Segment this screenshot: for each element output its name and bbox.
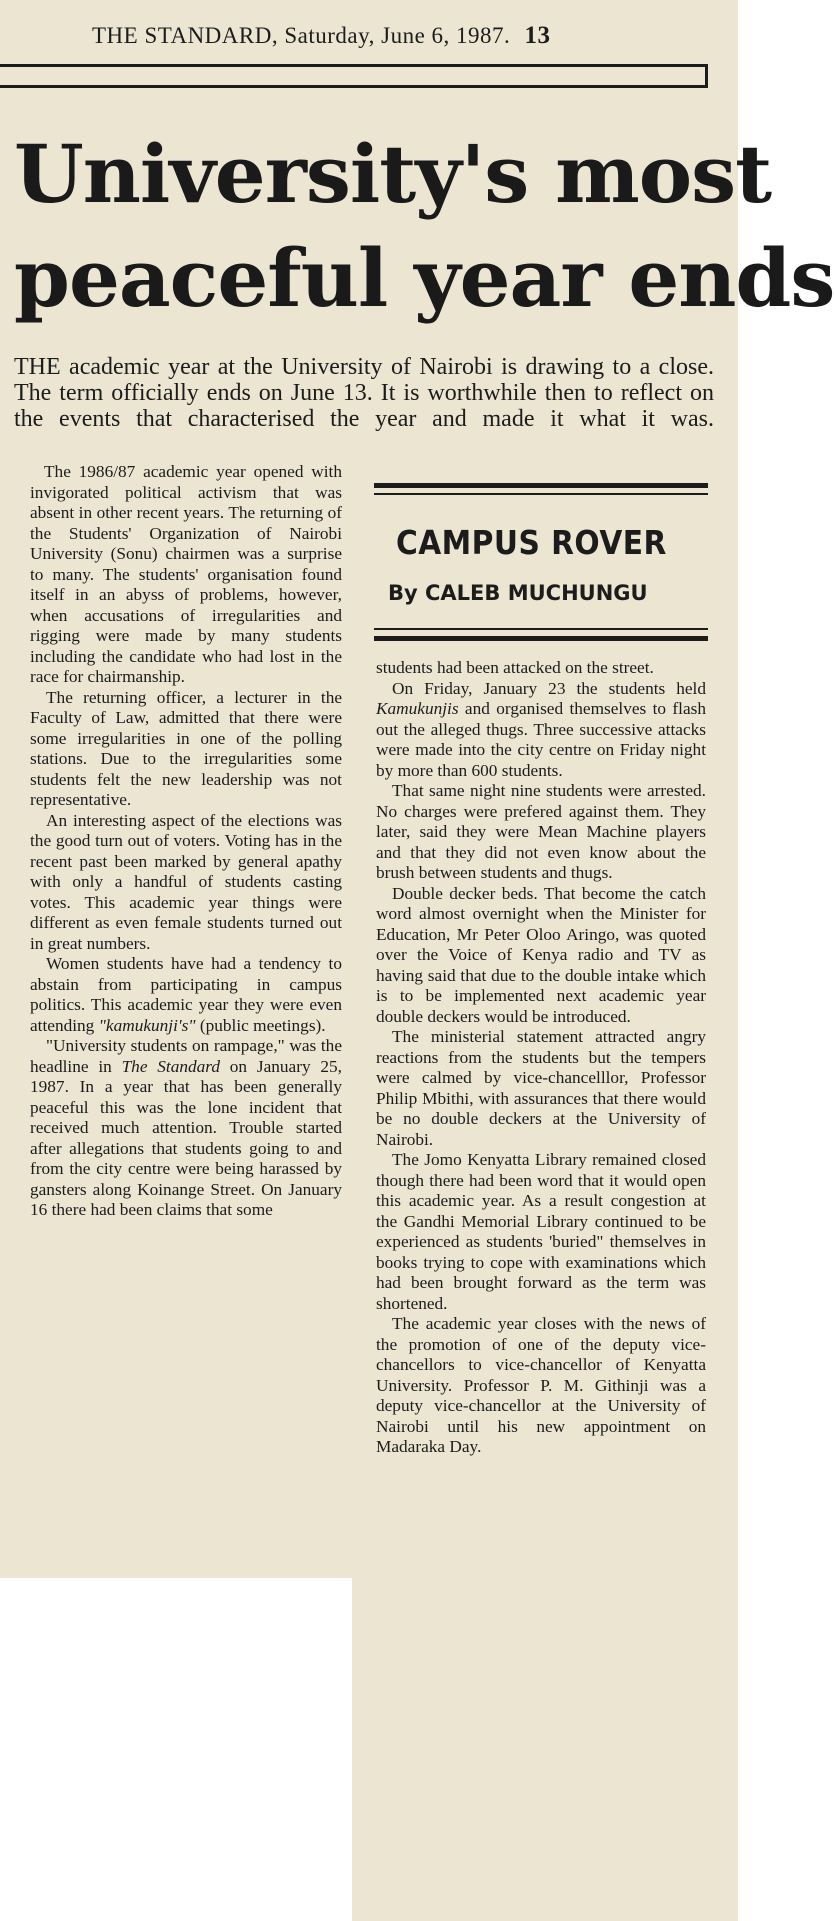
emphasis: Kamukunjis	[376, 699, 459, 718]
paragraph: The academic year closes with the news of the promotion of one of the deputy vice-chancellors to vice-chancellor of Kenyatta University. Professor P. M. Githinji was a deputy vice-chancellor at the University of Nairobi until his new appointment on Madaraka Day.	[376, 1314, 706, 1456]
paragraph	[30, 1036, 342, 1221]
emphasis: The Standard	[121, 1056, 220, 1076]
text-run: Women students have had a tendency to abstain from participating in campus politics. This academic year they were even attending	[30, 954, 342, 1035]
page-number: 13	[524, 22, 551, 49]
headline-line-1: University's most	[14, 127, 772, 221]
text-run: (public meetings).	[195, 1015, 326, 1035]
rule	[374, 493, 708, 495]
paragraph: The ministerial statement attracted angry reactions from the students but the tempers were calmed by vice-chancelllor, Professor Philip Mbithi, with assurances that there would be no double deckers at the University of Nairobi.	[376, 1027, 706, 1149]
text-run: On Friday, January 23 the students held	[392, 678, 706, 698]
paragraph: Double decker beds. That become the catch word almost overnight when the Minister for Education, Mr Peter Oloo Aringo, was quoted over the Voice of Kenya radio and TV as having said that due to the double intake which is to be implemented next academic year double deckers would be introduced.	[376, 883, 706, 1026]
emphasis: "kamukunji's"	[98, 1015, 196, 1035]
paragraph	[376, 679, 706, 782]
masthead-text: THE STANDARD, Saturday, June 6, 1987.	[92, 23, 511, 48]
paragraph: The returning officer, a lecturer in the Faculty of Law, admitted that there were some irregularities in one of the polling stations. Due to the irregularities some students felt the new leadership was not representative.	[30, 687, 342, 809]
paragraph: That same night nine students were arrested. No charges were prefered against them. They later, said they were Mean Machine players and that they did not even know about the brush between students and thugs.	[376, 781, 706, 882]
paragraph: The 1986/87 academic year opened with invigorated political activism that was absent in other recent years. The returning of the Students' Organization of Nairobi University (Sonu) chairmen was a surprise to many. The students' organisation found itself in an abyss of problems, however, when accusations of irregularities and rigging were made by many students including the candidate who had lost in the race for chairmanship.	[30, 462, 342, 686]
text-run: "University students on rampage," was the headline in	[30, 1036, 342, 1076]
headline-line-2: peaceful year ends	[14, 231, 834, 325]
masthead	[92, 22, 712, 50]
rule	[374, 628, 708, 630]
left-column	[30, 462, 342, 1221]
text-run: and organised themselves to flash out the alleged thugs. Three successive attacks were made into the city centre on Friday night by more than 600 students.	[376, 699, 706, 780]
headline	[14, 122, 834, 330]
column-title: CAMPUS ROVER	[396, 523, 667, 562]
rule	[374, 636, 708, 641]
rule	[374, 483, 708, 488]
intro-paragraph: THE academic year at the University of Nairobi is drawing to a close. The term officially ends on June 13. It is worthwhile then to reflect on the events that characterised the year and made it what it was.	[14, 354, 714, 432]
paragraph: The Jomo Kenyatta Library remained closed though there had been word that it would open this academic year. As a result congestion at the Gandhi Memorial Library continued to be experienced as students 'buried" themselves in books trying to cope with examinations which had been brought forward as the term was shortened.	[376, 1150, 706, 1313]
paragraph: students had been attacked on the street.	[376, 658, 654, 677]
text-run: on January 25, 1987. In a year that has been generally peaceful this was the lone incident that received much attention. Trouble started after allegations that students going to and from the city centre were being harassed by gansters along Koinange Street. On January 16 there had been claims that some	[30, 1056, 342, 1219]
paragraph: An interesting aspect of the elections was the good turn out of voters. Voting has in the recent past been marked by general apathy with only a handful of students casting votes. This academic year things were different as even female students turned out in great numbers.	[30, 810, 342, 953]
byline: By CALEB MUCHUNGU	[388, 581, 648, 605]
masthead-rule	[0, 64, 708, 88]
paragraph	[30, 954, 342, 1036]
right-column	[376, 658, 706, 1458]
campus-rover-header	[374, 483, 708, 645]
